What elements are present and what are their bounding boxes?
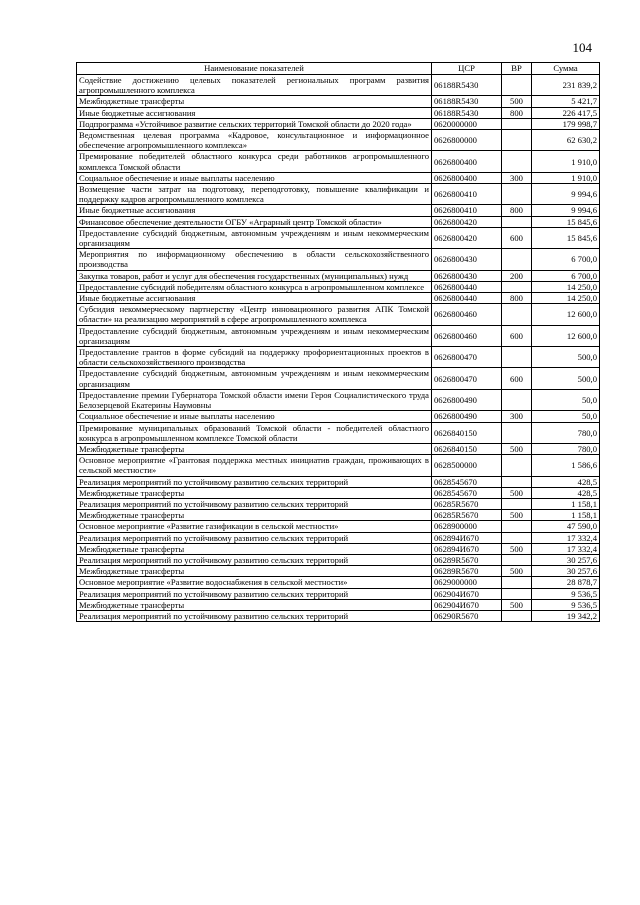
cell-name: Субсидия некоммерческому партнерству «Центр инновационного развития АПК Томской области» на реализацию мероприятий в сфере агропромышленного комплекса	[77, 304, 432, 325]
cell-vr	[502, 184, 532, 205]
table-row	[77, 532, 600, 543]
cell-sum: 179 998,7	[532, 118, 600, 129]
cell-sum: 6 700,0	[532, 270, 600, 281]
cell-name: Предоставление субсидий бюджетным, автономным учреждениям и иным некоммерческим организациям	[77, 368, 432, 389]
table-row	[77, 610, 600, 621]
page-number: 104	[572, 40, 592, 55]
cell-csr: 0628545670	[432, 476, 502, 487]
cell-csr: 0626800420	[432, 227, 502, 248]
cell-csr: 06285R5670	[432, 498, 502, 509]
cell-csr: 0626800460	[432, 325, 502, 346]
cell-sum: 428,5	[532, 487, 600, 498]
cell-name: Реализация мероприятий по устойчивому развитию сельских территорий	[77, 532, 432, 543]
cell-name: Подпрограмма «Устойчивое развитие сельских территорий Томской области до 2020 года»	[77, 118, 432, 129]
table-row	[77, 270, 600, 281]
table-row	[77, 521, 600, 532]
table-row	[77, 389, 600, 410]
cell-vr	[502, 130, 532, 151]
table-row	[77, 487, 600, 498]
cell-csr: 0620000000	[432, 118, 502, 129]
cell-sum: 30 257,6	[532, 554, 600, 565]
table-row	[77, 476, 600, 487]
cell-csr: 0626800420	[432, 216, 502, 227]
cell-csr: 0626800400	[432, 151, 502, 172]
cell-vr	[502, 281, 532, 292]
cell-sum: 9 994,6	[532, 184, 600, 205]
cell-name: Финансовое обеспечение деятельности ОГБУ «Аграрный центр Томской области»	[77, 216, 432, 227]
cell-vr	[502, 521, 532, 532]
table-row	[77, 249, 600, 270]
cell-sum: 1 910,0	[532, 151, 600, 172]
header-csr: ЦСР	[432, 63, 502, 75]
cell-sum: 12 600,0	[532, 325, 600, 346]
cell-csr: 0626800000	[432, 130, 502, 151]
table-row	[77, 510, 600, 521]
cell-csr: 0626800410	[432, 205, 502, 216]
cell-vr	[502, 75, 532, 96]
cell-name: Закупка товаров, работ и услуг для обеспечения государственных (муниципальных) нужд	[77, 270, 432, 281]
cell-name: Социальное обеспечение и иные выплаты населению	[77, 411, 432, 422]
cell-csr: 0626800470	[432, 368, 502, 389]
table-row	[77, 443, 600, 454]
table-row	[77, 411, 600, 422]
cell-sum: 9 536,5	[532, 599, 600, 610]
cell-name: Межбюджетные трансферты	[77, 543, 432, 554]
cell-name: Межбюджетные трансферты	[77, 96, 432, 107]
cell-csr: 0626800400	[432, 172, 502, 183]
cell-sum: 780,0	[532, 443, 600, 454]
cell-csr: 0628545670	[432, 487, 502, 498]
cell-csr: 062894И670	[432, 532, 502, 543]
cell-sum: 14 250,0	[532, 293, 600, 304]
table-row	[77, 75, 600, 96]
cell-vr	[502, 389, 532, 410]
cell-vr: 600	[502, 227, 532, 248]
cell-vr	[502, 476, 532, 487]
cell-sum: 500,0	[532, 347, 600, 368]
table-row	[77, 498, 600, 509]
table-row	[77, 172, 600, 183]
cell-csr: 06188R5430	[432, 107, 502, 118]
cell-csr: 0628500000	[432, 455, 502, 476]
cell-sum: 1 586,6	[532, 455, 600, 476]
cell-csr: 06188R5430	[432, 75, 502, 96]
table-header	[77, 63, 600, 75]
cell-name: Предоставление субсидий победителям областного конкурса в агропромышленном комплексе	[77, 281, 432, 292]
header-vr: ВР	[502, 63, 532, 75]
cell-csr: 0626800440	[432, 293, 502, 304]
cell-sum: 5 421,7	[532, 96, 600, 107]
cell-name: Основное мероприятие «Развитие водоснабжения в сельской местности»	[77, 577, 432, 588]
cell-name: Предоставление субсидий бюджетным, автономным учреждениям и иным некоммерческим организациям	[77, 325, 432, 346]
cell-name: Предоставление субсидий бюджетным, автономным учреждениям и иным некоммерческим организациям	[77, 227, 432, 248]
table-row	[77, 96, 600, 107]
cell-vr	[502, 422, 532, 443]
cell-vr	[502, 610, 532, 621]
header-row	[77, 63, 600, 75]
cell-csr: 06290R5670	[432, 610, 502, 621]
table-row	[77, 130, 600, 151]
cell-name: Основное мероприятие «Грантовая поддержка местных инициатив граждан, проживающих в сельской местности»	[77, 455, 432, 476]
cell-csr: 06289R5670	[432, 566, 502, 577]
cell-vr: 600	[502, 325, 532, 346]
cell-name: Реализация мероприятий по устойчивому развитию сельских территорий	[77, 610, 432, 621]
cell-vr	[502, 455, 532, 476]
table-row	[77, 422, 600, 443]
cell-csr: 062904И670	[432, 588, 502, 599]
cell-name: Реализация мероприятий по устойчивому развитию сельских территорий	[77, 554, 432, 565]
cell-csr: 0626800430	[432, 249, 502, 270]
cell-sum: 1 158,1	[532, 498, 600, 509]
table-row	[77, 118, 600, 129]
cell-sum: 19 342,2	[532, 610, 600, 621]
table-row	[77, 554, 600, 565]
cell-sum: 17 332,4	[532, 532, 600, 543]
cell-sum: 50,0	[532, 389, 600, 410]
cell-name: Мероприятия по информационному обеспечению в области сельскохозяйственного производства	[77, 249, 432, 270]
table-row	[77, 599, 600, 610]
cell-csr: 0626800460	[432, 304, 502, 325]
budget-table	[76, 62, 600, 622]
cell-csr: 0626800440	[432, 281, 502, 292]
cell-csr: 062894И670	[432, 543, 502, 554]
cell-csr: 06285R5670	[432, 510, 502, 521]
cell-sum: 500,0	[532, 368, 600, 389]
table-row	[77, 151, 600, 172]
cell-sum: 1 910,0	[532, 172, 600, 183]
cell-sum: 47 590,0	[532, 521, 600, 532]
table-row	[77, 304, 600, 325]
cell-vr	[502, 588, 532, 599]
cell-vr	[502, 532, 532, 543]
table-row	[77, 281, 600, 292]
table-row	[77, 543, 600, 554]
cell-sum: 12 600,0	[532, 304, 600, 325]
cell-vr: 500	[502, 599, 532, 610]
cell-vr: 500	[502, 443, 532, 454]
cell-vr: 800	[502, 107, 532, 118]
cell-csr: 06188R5430	[432, 96, 502, 107]
cell-name: Иные бюджетные ассигнования	[77, 107, 432, 118]
cell-csr: 0626800470	[432, 347, 502, 368]
cell-sum: 50,0	[532, 411, 600, 422]
cell-csr: 0628900000	[432, 521, 502, 532]
cell-vr	[502, 304, 532, 325]
table-body	[77, 75, 600, 622]
cell-sum: 428,5	[532, 476, 600, 487]
cell-csr: 0626800490	[432, 411, 502, 422]
cell-csr: 06289R5670	[432, 554, 502, 565]
cell-vr	[502, 216, 532, 227]
cell-name: Премирование победителей областного конкурса среди работников агропромышленного комплекса Томской области	[77, 151, 432, 172]
cell-vr	[502, 347, 532, 368]
cell-name: Предоставление грантов в форме субсидий на поддержку профориентационных проектов в области сельскохозяйственного производства	[77, 347, 432, 368]
table-row	[77, 227, 600, 248]
cell-sum: 9 994,6	[532, 205, 600, 216]
cell-name: Межбюджетные трансферты	[77, 599, 432, 610]
cell-name: Реализация мероприятий по устойчивому развитию сельских территорий	[77, 498, 432, 509]
table-row	[77, 455, 600, 476]
table-row	[77, 184, 600, 205]
cell-vr: 500	[502, 543, 532, 554]
cell-vr	[502, 577, 532, 588]
table-row	[77, 566, 600, 577]
table-row	[77, 325, 600, 346]
cell-csr: 0626800430	[432, 270, 502, 281]
cell-name: Межбюджетные трансферты	[77, 566, 432, 577]
cell-name: Межбюджетные трансферты	[77, 510, 432, 521]
cell-name: Социальное обеспечение и иные выплаты населению	[77, 172, 432, 183]
table-row	[77, 588, 600, 599]
cell-csr: 0626800410	[432, 184, 502, 205]
cell-vr: 800	[502, 293, 532, 304]
table-row	[77, 205, 600, 216]
cell-csr: 062904И670	[432, 599, 502, 610]
table-row	[77, 107, 600, 118]
cell-sum: 17 332,4	[532, 543, 600, 554]
cell-name: Предоставление премии Губернатора Томской области имени Героя Социалистического труда Белозерцевой Екатерины Наумовны	[77, 389, 432, 410]
cell-name: Основное мероприятие «Развитие газификации в сельской местности»	[77, 521, 432, 532]
cell-name: Межбюджетные трансферты	[77, 443, 432, 454]
table-row	[77, 577, 600, 588]
cell-name: Ведомственная целевая программа «Кадровое, консультационное и информационное обеспечение агропромышленного комплекса»	[77, 130, 432, 151]
header-sum: Сумма	[532, 63, 600, 75]
table-row	[77, 347, 600, 368]
cell-vr: 300	[502, 172, 532, 183]
cell-sum: 1 158,1	[532, 510, 600, 521]
cell-sum: 14 250,0	[532, 281, 600, 292]
cell-vr: 500	[502, 487, 532, 498]
cell-name: Содействие достижению целевых показателей региональных программ развития агропромышленного комплекса	[77, 75, 432, 96]
table-row	[77, 293, 600, 304]
cell-csr: 0626800490	[432, 389, 502, 410]
cell-sum: 30 257,6	[532, 566, 600, 577]
cell-vr: 600	[502, 368, 532, 389]
cell-vr	[502, 118, 532, 129]
cell-sum: 28 878,7	[532, 577, 600, 588]
cell-vr: 200	[502, 270, 532, 281]
cell-vr	[502, 498, 532, 509]
cell-vr: 500	[502, 510, 532, 521]
cell-sum: 15 845,6	[532, 216, 600, 227]
cell-sum: 6 700,0	[532, 249, 600, 270]
cell-vr	[502, 151, 532, 172]
cell-name: Премирование муниципальных образований Томской области - победителей областного конкурса в агропромышленном комплексе Томской области	[77, 422, 432, 443]
cell-sum: 226 417,5	[532, 107, 600, 118]
cell-csr: 0629000000	[432, 577, 502, 588]
cell-name: Иные бюджетные ассигнования	[77, 293, 432, 304]
cell-vr: 500	[502, 566, 532, 577]
cell-name: Реализация мероприятий по устойчивому развитию сельских территорий	[77, 476, 432, 487]
table-row	[77, 368, 600, 389]
cell-vr: 300	[502, 411, 532, 422]
header-name: Наименование показателей	[77, 63, 432, 75]
cell-name: Возмещение части затрат на подготовку, переподготовку, повышение квалификации и поддержку кадров агропромышленного комплекса	[77, 184, 432, 205]
cell-csr: 0626840150	[432, 443, 502, 454]
table-row	[77, 216, 600, 227]
cell-csr: 0626840150	[432, 422, 502, 443]
cell-sum: 780,0	[532, 422, 600, 443]
cell-name: Иные бюджетные ассигнования	[77, 205, 432, 216]
cell-sum: 62 630,2	[532, 130, 600, 151]
cell-sum: 15 845,6	[532, 227, 600, 248]
cell-vr: 500	[502, 96, 532, 107]
cell-sum: 231 839,2	[532, 75, 600, 96]
cell-vr	[502, 554, 532, 565]
cell-name: Межбюджетные трансферты	[77, 487, 432, 498]
cell-name: Реализация мероприятий по устойчивому развитию сельских территорий	[77, 588, 432, 599]
cell-vr: 800	[502, 205, 532, 216]
cell-vr	[502, 249, 532, 270]
cell-sum: 9 536,5	[532, 588, 600, 599]
